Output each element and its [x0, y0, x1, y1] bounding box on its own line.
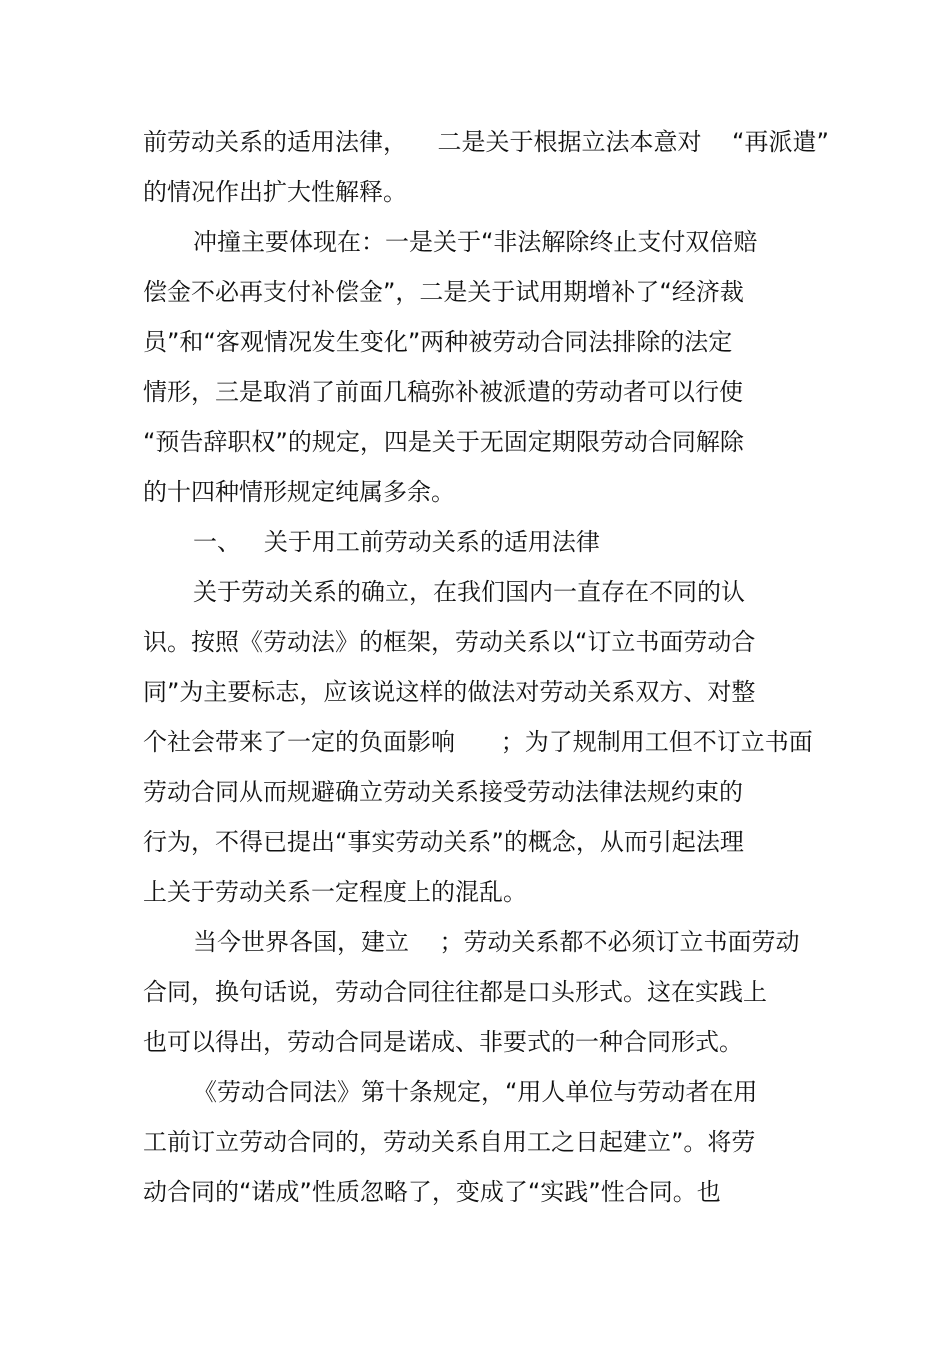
text-line: 当今世界各国，建立 ；劳动关系都不必须订立书面劳动	[193, 928, 800, 956]
text-line: 情形，三是取消了前面几稿弥补被派遣的劳动者可以行使	[143, 378, 743, 406]
text-line: 的情况作出扩大性解释。	[143, 178, 407, 206]
text-line: 个社会带来了一定的负面影响 ；为了规制用工但不订立书面	[143, 728, 813, 756]
text-line: 劳动合同从而规避确立劳动关系接受劳动法律法规约束的	[143, 778, 743, 806]
text-line: 上关于劳动关系一定程度上的混乱。	[143, 878, 527, 906]
text-line: “预告辞职权”的规定，四是关于无固定期限劳动合同解除	[143, 428, 744, 456]
text-line: 前劳动关系的适用法律， 二是关于根据立法本意对 “再派遣”	[143, 128, 829, 156]
text-line: 偿金不必再支付补偿金”，二是关于试用期增补了“经济裁	[143, 278, 744, 306]
text-line: 识。按照《劳动法》的框架，劳动关系以“订立书面劳动合	[143, 628, 756, 656]
text-line: 的十四种情形规定纯属多余。	[143, 478, 455, 506]
text-line: 关于劳动关系的确立，在我们国内一直存在不同的认	[193, 578, 745, 606]
text-line: 《劳动合同法》第十条规定，“用人单位与劳动者在用	[193, 1078, 758, 1106]
text-line: 工前订立劳动合同的，劳动关系自用工之日起建立”。将劳	[143, 1128, 756, 1156]
section-heading: 一、 关于用工前劳动关系的适用法律	[193, 528, 600, 556]
text-line: 行为，不得已提出“事实劳动关系”的概念，从而引起法理	[143, 828, 744, 856]
text-line: 同”为主要标志，应该说这样的做法对劳动关系双方、对整	[143, 678, 756, 706]
text-line: 员”和“客观情况发生变化”两种被劳动合同法排除的法定	[143, 328, 733, 356]
text-line: 也可以得出，劳动合同是诺成、非要式的一种合同形式。	[143, 1028, 743, 1056]
text-line: 动合同的“诺成”性质忽略了，变成了“实践”性合同。也	[143, 1178, 721, 1206]
text-line: 冲撞主要体现在：一是关于“非法解除终止支付双倍赔	[193, 228, 758, 256]
text-line: 合同，换句话说，劳动合同往往都是口头形式。这在实践上	[143, 978, 767, 1006]
